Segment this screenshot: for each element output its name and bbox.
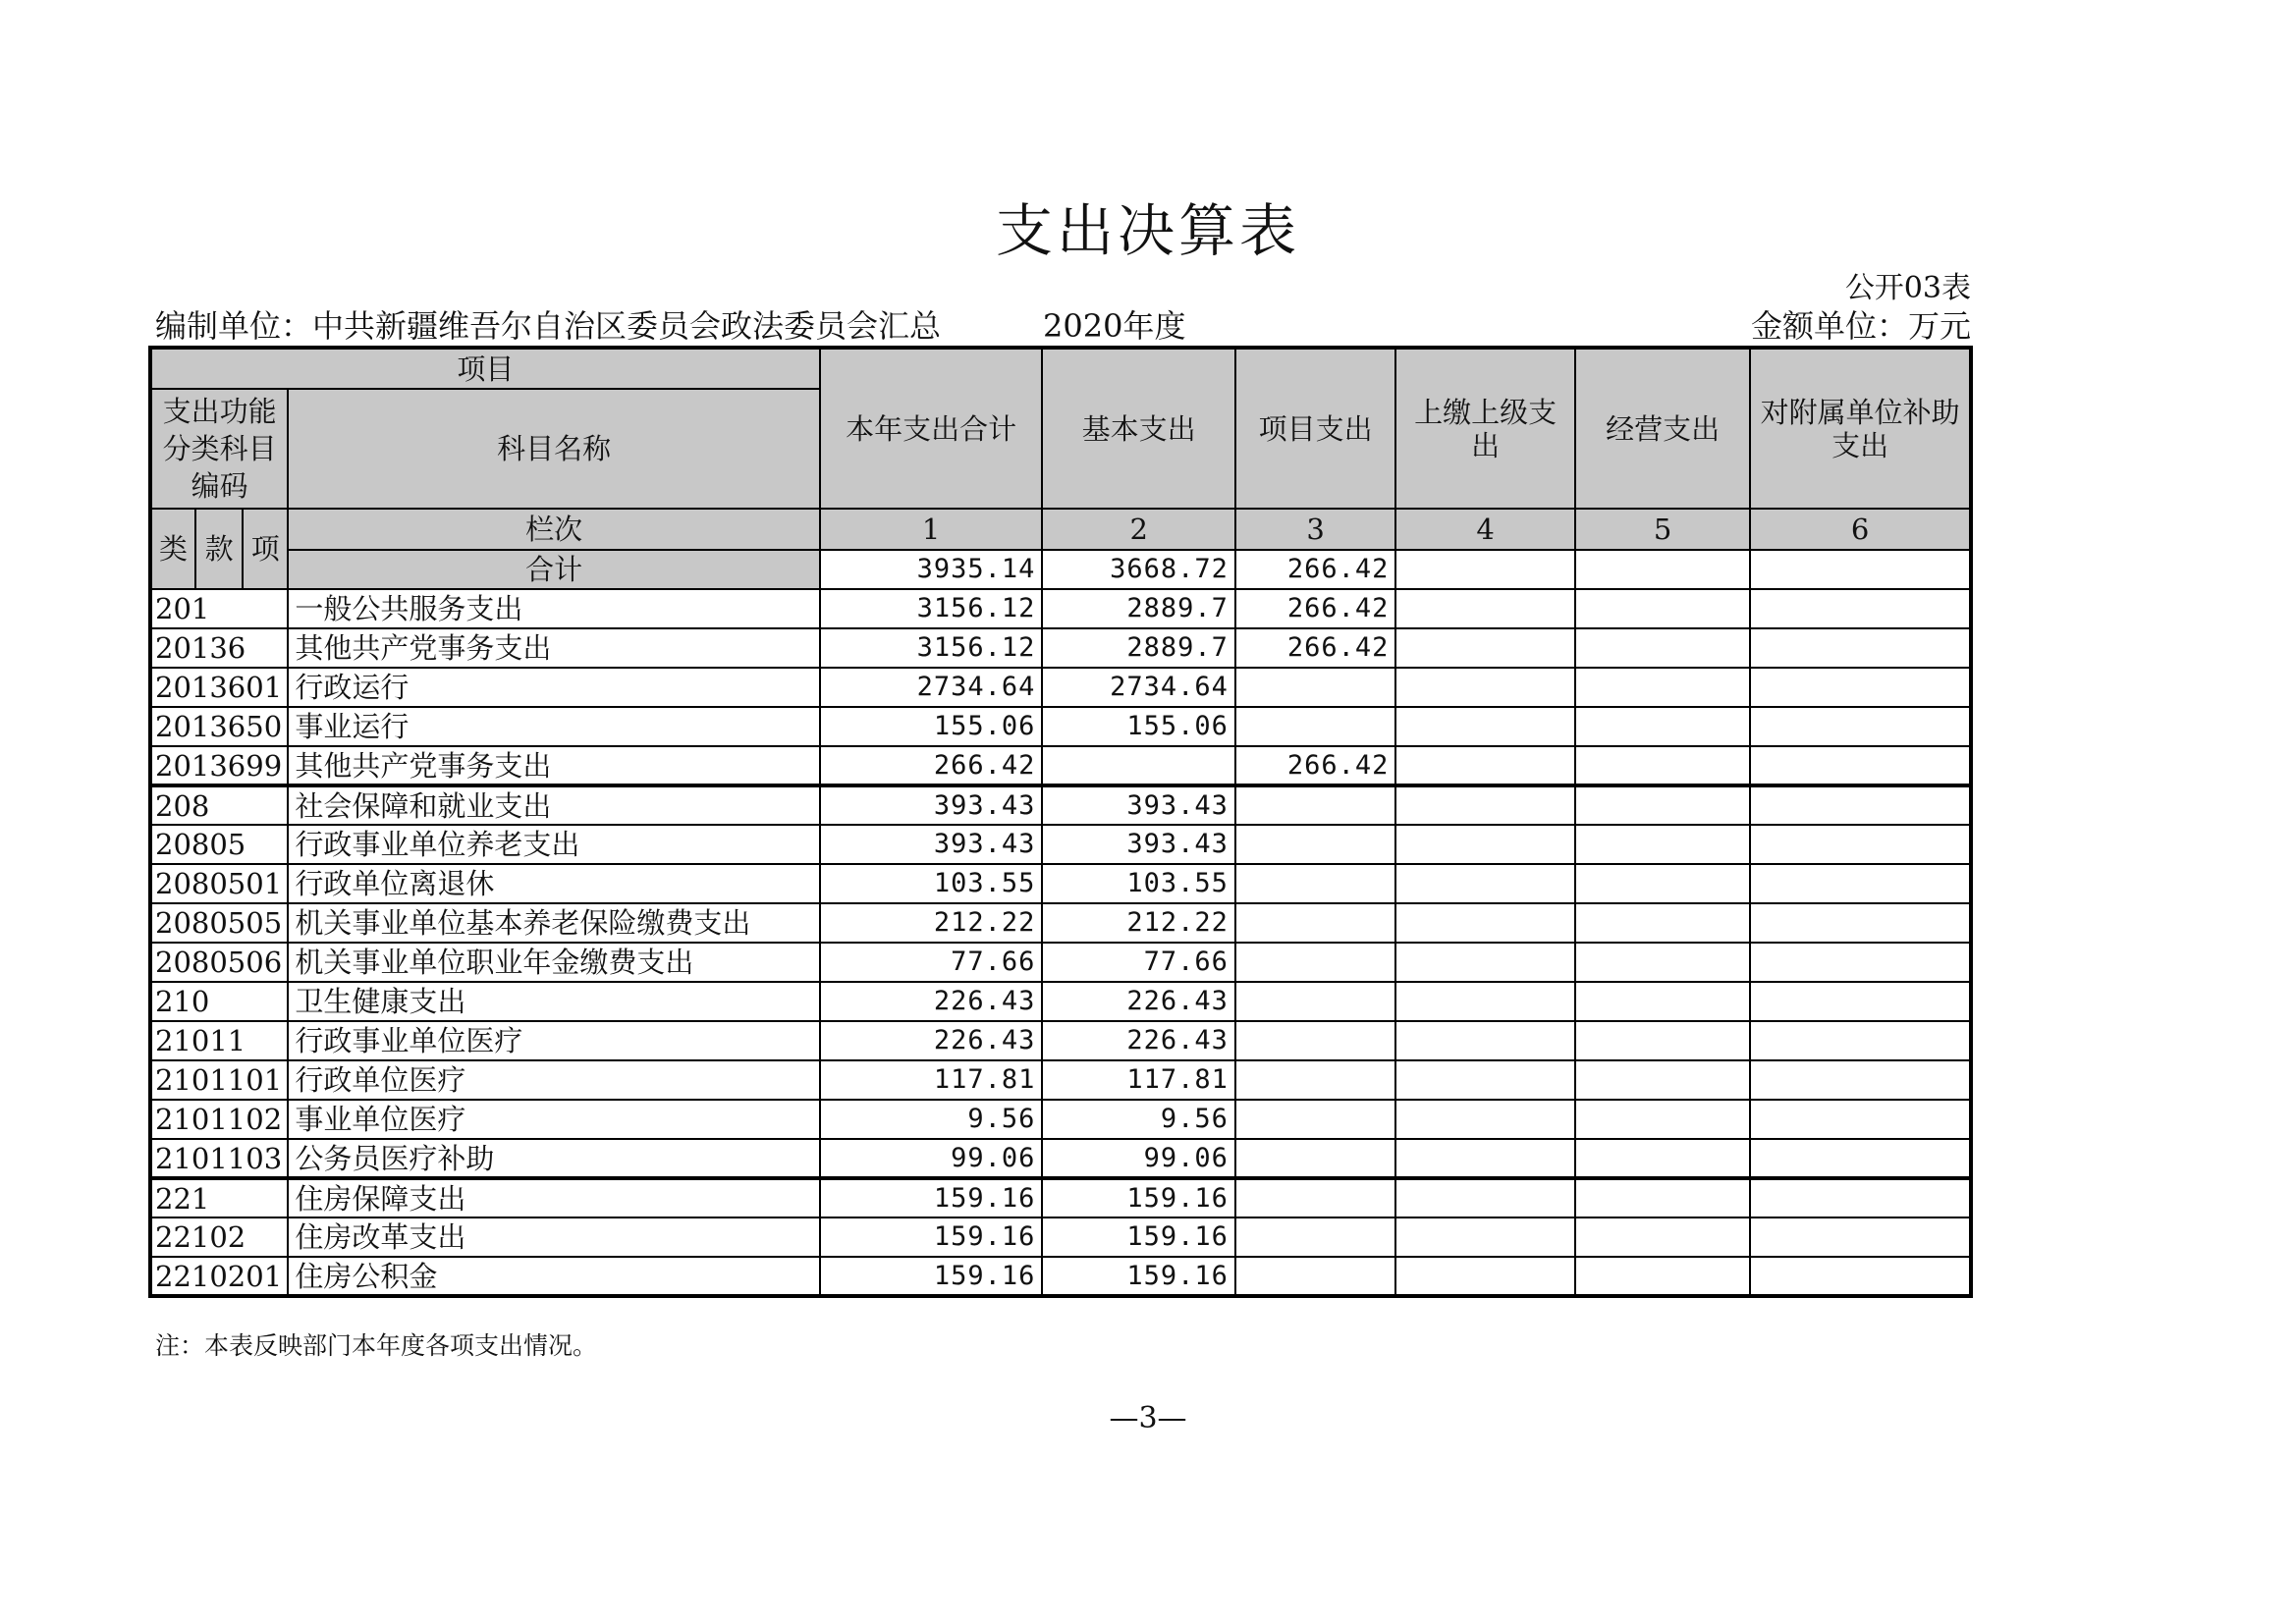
row-remit-expenditure	[1395, 1139, 1574, 1178]
total-label: 合计	[288, 550, 819, 589]
row-operating-expenditure	[1575, 668, 1750, 707]
row-code: 22102	[150, 1217, 288, 1257]
row-remit-expenditure	[1395, 1257, 1574, 1296]
row-operating-expenditure	[1575, 589, 1750, 628]
row-subject-name: 行政事业单位医疗	[288, 1021, 819, 1060]
row-total-expenditure: 212.22	[820, 903, 1043, 943]
unit-info	[155, 306, 1185, 346]
header-project: 项目	[150, 348, 820, 389]
row-subsidy-expenditure	[1750, 1217, 1971, 1257]
row-subject-name: 行政运行	[288, 668, 819, 707]
row-total-expenditure: 159.16	[820, 1257, 1043, 1296]
header-kuan: 款	[195, 509, 243, 589]
row-subject-name: 其他共产党事务支出	[288, 746, 819, 785]
row-remit-expenditure	[1395, 903, 1574, 943]
row-remit-expenditure	[1395, 943, 1574, 982]
row-operating-expenditure	[1575, 707, 1750, 746]
row-basic-expenditure: 117.81	[1042, 1060, 1235, 1100]
row-basic-expenditure: 103.55	[1042, 864, 1235, 903]
row-project-expenditure	[1235, 1178, 1395, 1217]
row-subsidy-expenditure	[1750, 1178, 1971, 1217]
row-subsidy-expenditure	[1750, 746, 1971, 785]
row-project-expenditure: 266.42	[1235, 628, 1395, 668]
row-code: 2101101	[150, 1060, 288, 1100]
row-basic-expenditure	[1042, 746, 1235, 785]
row-code: 2080506	[150, 943, 288, 982]
table-row	[150, 1139, 1971, 1178]
row-operating-expenditure	[1575, 628, 1750, 668]
table-row	[150, 1257, 1971, 1296]
row-remit-expenditure	[1395, 668, 1574, 707]
row-subject-name: 事业运行	[288, 707, 819, 746]
row-total-expenditure: 9.56	[820, 1100, 1043, 1139]
row-remit-expenditure	[1395, 825, 1574, 864]
row-basic-expenditure: 9.56	[1042, 1100, 1235, 1139]
row-subsidy-expenditure	[1750, 943, 1971, 982]
row-total-expenditure: 155.06	[820, 707, 1043, 746]
total-value-4	[1395, 550, 1574, 589]
row-basic-expenditure: 226.43	[1042, 982, 1235, 1021]
row-remit-expenditure	[1395, 1100, 1574, 1139]
row-operating-expenditure	[1575, 864, 1750, 903]
row-remit-expenditure	[1395, 982, 1574, 1021]
table-row	[150, 1178, 1971, 1217]
row-operating-expenditure	[1575, 982, 1750, 1021]
table-row	[150, 746, 1971, 785]
row-code: 210	[150, 982, 288, 1021]
row-subsidy-expenditure	[1750, 1257, 1971, 1296]
row-remit-expenditure	[1395, 707, 1574, 746]
row-remit-expenditure	[1395, 628, 1574, 668]
row-project-expenditure: 266.42	[1235, 746, 1395, 785]
row-total-expenditure: 159.16	[820, 1217, 1043, 1257]
row-subsidy-expenditure	[1750, 864, 1971, 903]
header-row-project	[150, 348, 1971, 389]
row-project-expenditure	[1235, 1257, 1395, 1296]
row-operating-expenditure	[1575, 1257, 1750, 1296]
row-subsidy-expenditure	[1750, 707, 1971, 746]
form-code: 公开03表	[1844, 271, 1971, 305]
header-xiang: 项	[243, 509, 288, 589]
row-project-expenditure	[1235, 1100, 1395, 1139]
row-operating-expenditure	[1575, 746, 1750, 785]
page-number: —3—	[1109, 1401, 1187, 1435]
row-total-expenditure: 266.42	[820, 746, 1043, 785]
row-subsidy-expenditure	[1750, 903, 1971, 943]
row-subject-name: 住房改革支出	[288, 1217, 819, 1257]
row-basic-expenditure: 226.43	[1042, 1021, 1235, 1060]
row-project-expenditure	[1235, 825, 1395, 864]
table-row	[150, 707, 1971, 746]
header-col-4: 上缴上级支出	[1395, 348, 1574, 509]
table-row	[150, 1217, 1971, 1257]
row-total-expenditure: 117.81	[820, 1060, 1043, 1100]
row-subject-name: 机关事业单位基本养老保险缴费支出	[288, 903, 819, 943]
row-subject-name: 行政单位医疗	[288, 1060, 819, 1100]
row-code: 208	[150, 785, 288, 825]
row-project-expenditure	[1235, 668, 1395, 707]
row-operating-expenditure	[1575, 785, 1750, 825]
row-subsidy-expenditure	[1750, 668, 1971, 707]
row-subsidy-expenditure	[1750, 1100, 1971, 1139]
table-row	[150, 943, 1971, 982]
row-total-expenditure: 99.06	[820, 1139, 1043, 1178]
table-row	[150, 1060, 1971, 1100]
row-operating-expenditure	[1575, 1178, 1750, 1217]
col-number-3: 3	[1235, 509, 1395, 550]
row-code: 221	[150, 1178, 288, 1217]
table-row	[150, 1021, 1971, 1060]
row-project-expenditure	[1235, 903, 1395, 943]
row-code: 2101103	[150, 1139, 288, 1178]
row-total-expenditure: 226.43	[820, 1021, 1043, 1060]
row-operating-expenditure	[1575, 1100, 1750, 1139]
row-code: 2080505	[150, 903, 288, 943]
row-remit-expenditure	[1395, 746, 1574, 785]
row-subject-name: 行政单位离退休	[288, 864, 819, 903]
row-project-expenditure	[1235, 943, 1395, 982]
row-subsidy-expenditure	[1750, 1060, 1971, 1100]
row-project-expenditure	[1235, 1021, 1395, 1060]
row-basic-expenditure: 159.16	[1042, 1257, 1235, 1296]
row-subject-name: 住房公积金	[288, 1257, 819, 1296]
row-remit-expenditure	[1395, 589, 1574, 628]
row-operating-expenditure	[1575, 1139, 1750, 1178]
row-subsidy-expenditure	[1750, 1139, 1971, 1178]
page-title: 支出决算表	[995, 197, 1300, 264]
row-remit-expenditure	[1395, 785, 1574, 825]
row-subject-name: 行政事业单位养老支出	[288, 825, 819, 864]
row-subsidy-expenditure	[1750, 589, 1971, 628]
row-code: 2080501	[150, 864, 288, 903]
expenditure-table	[148, 346, 1973, 1298]
row-project-expenditure	[1235, 982, 1395, 1021]
row-remit-expenditure	[1395, 1178, 1574, 1217]
row-total-expenditure: 77.66	[820, 943, 1043, 982]
row-basic-expenditure: 212.22	[1042, 903, 1235, 943]
row-project-expenditure	[1235, 864, 1395, 903]
row-basic-expenditure: 155.06	[1042, 707, 1235, 746]
row-remit-expenditure	[1395, 864, 1574, 903]
total-row	[150, 550, 1971, 589]
row-basic-expenditure: 77.66	[1042, 943, 1235, 982]
row-subject-name: 一般公共服务支出	[288, 589, 819, 628]
row-subsidy-expenditure	[1750, 1021, 1971, 1060]
year-label: 2020年度	[1043, 307, 1186, 345]
col-number-1: 1	[820, 509, 1043, 550]
row-operating-expenditure	[1575, 903, 1750, 943]
table-row	[150, 864, 1971, 903]
row-subject-name: 机关事业单位职业年金缴费支出	[288, 943, 819, 982]
row-code: 20805	[150, 825, 288, 864]
total-value-2: 3668.72	[1042, 550, 1235, 589]
row-code: 201	[150, 589, 288, 628]
row-total-expenditure: 103.55	[820, 864, 1043, 903]
total-value-3: 266.42	[1235, 550, 1395, 589]
row-total-expenditure: 3156.12	[820, 628, 1043, 668]
table-row	[150, 982, 1971, 1021]
row-basic-expenditure: 393.43	[1042, 825, 1235, 864]
table-row	[150, 825, 1971, 864]
row-code: 2013650	[150, 707, 288, 746]
col-number-2: 2	[1042, 509, 1235, 550]
table-row	[150, 668, 1971, 707]
row-operating-expenditure	[1575, 943, 1750, 982]
row-project-expenditure	[1235, 707, 1395, 746]
row-operating-expenditure	[1575, 1021, 1750, 1060]
table-note: 注：本表反映部门本年度各项支出情况。	[155, 1331, 598, 1360]
row-subject-name: 社会保障和就业支出	[288, 785, 819, 825]
header-func-code: 支出功能分类科目编码	[150, 389, 288, 509]
table-row	[150, 785, 1971, 825]
row-subsidy-expenditure	[1750, 982, 1971, 1021]
row-total-expenditure: 2734.64	[820, 668, 1043, 707]
row-operating-expenditure	[1575, 1217, 1750, 1257]
row-operating-expenditure	[1575, 1060, 1750, 1100]
header-col-1: 本年支出合计	[820, 348, 1043, 509]
row-total-expenditure: 159.16	[820, 1178, 1043, 1217]
header-col-3: 项目支出	[1235, 348, 1395, 509]
row-subsidy-expenditure	[1750, 785, 1971, 825]
row-total-expenditure: 393.43	[820, 785, 1043, 825]
row-code: 2101102	[150, 1100, 288, 1139]
row-subsidy-expenditure	[1750, 825, 1971, 864]
row-basic-expenditure: 2889.7	[1042, 589, 1235, 628]
row-operating-expenditure	[1575, 825, 1750, 864]
row-subject-name: 卫生健康支出	[288, 982, 819, 1021]
header-lanci: 栏次	[288, 509, 819, 550]
row-basic-expenditure: 2734.64	[1042, 668, 1235, 707]
header-col-6: 对附属单位补助支出	[1750, 348, 1971, 509]
header-col-2: 基本支出	[1042, 348, 1235, 509]
unit-label: 编制单位：中共新疆维吾尔自治区委员会政法委员会汇总	[155, 307, 942, 345]
table-row	[150, 589, 1971, 628]
row-subject-name: 住房保障支出	[288, 1178, 819, 1217]
row-total-expenditure: 226.43	[820, 982, 1043, 1021]
row-basic-expenditure: 159.16	[1042, 1217, 1235, 1257]
row-total-expenditure: 393.43	[820, 825, 1043, 864]
row-subject-name: 公务员医疗补助	[288, 1139, 819, 1178]
row-code: 20136	[150, 628, 288, 668]
amount-unit: 金额单位：万元	[1750, 307, 1971, 345]
row-remit-expenditure	[1395, 1021, 1574, 1060]
row-code: 21011	[150, 1021, 288, 1060]
total-value-6	[1750, 550, 1971, 589]
row-subsidy-expenditure	[1750, 628, 1971, 668]
total-value-1: 3935.14	[820, 550, 1043, 589]
header-lei: 类	[150, 509, 195, 589]
col-number-5: 5	[1575, 509, 1750, 550]
row-basic-expenditure: 99.06	[1042, 1139, 1235, 1178]
row-subject-name: 事业单位医疗	[288, 1100, 819, 1139]
table-row	[150, 903, 1971, 943]
row-project-expenditure	[1235, 785, 1395, 825]
row-project-expenditure: 266.42	[1235, 589, 1395, 628]
table-row	[150, 1100, 1971, 1139]
row-remit-expenditure	[1395, 1060, 1574, 1100]
row-project-expenditure	[1235, 1217, 1395, 1257]
total-value-5	[1575, 550, 1750, 589]
row-remit-expenditure	[1395, 1217, 1574, 1257]
header-row-lanci	[150, 509, 1971, 550]
row-code: 2013699	[150, 746, 288, 785]
row-project-expenditure	[1235, 1060, 1395, 1100]
row-basic-expenditure: 2889.7	[1042, 628, 1235, 668]
row-subject-name: 其他共产党事务支出	[288, 628, 819, 668]
row-code: 2013601	[150, 668, 288, 707]
row-code: 2210201	[150, 1257, 288, 1296]
header-subject-name: 科目名称	[288, 389, 819, 509]
header-col-5: 经营支出	[1575, 348, 1750, 509]
table-row	[150, 628, 1971, 668]
row-basic-expenditure: 159.16	[1042, 1178, 1235, 1217]
col-number-6: 6	[1750, 509, 1971, 550]
row-total-expenditure: 3156.12	[820, 589, 1043, 628]
col-number-4: 4	[1395, 509, 1574, 550]
row-project-expenditure	[1235, 1139, 1395, 1178]
row-basic-expenditure: 393.43	[1042, 785, 1235, 825]
